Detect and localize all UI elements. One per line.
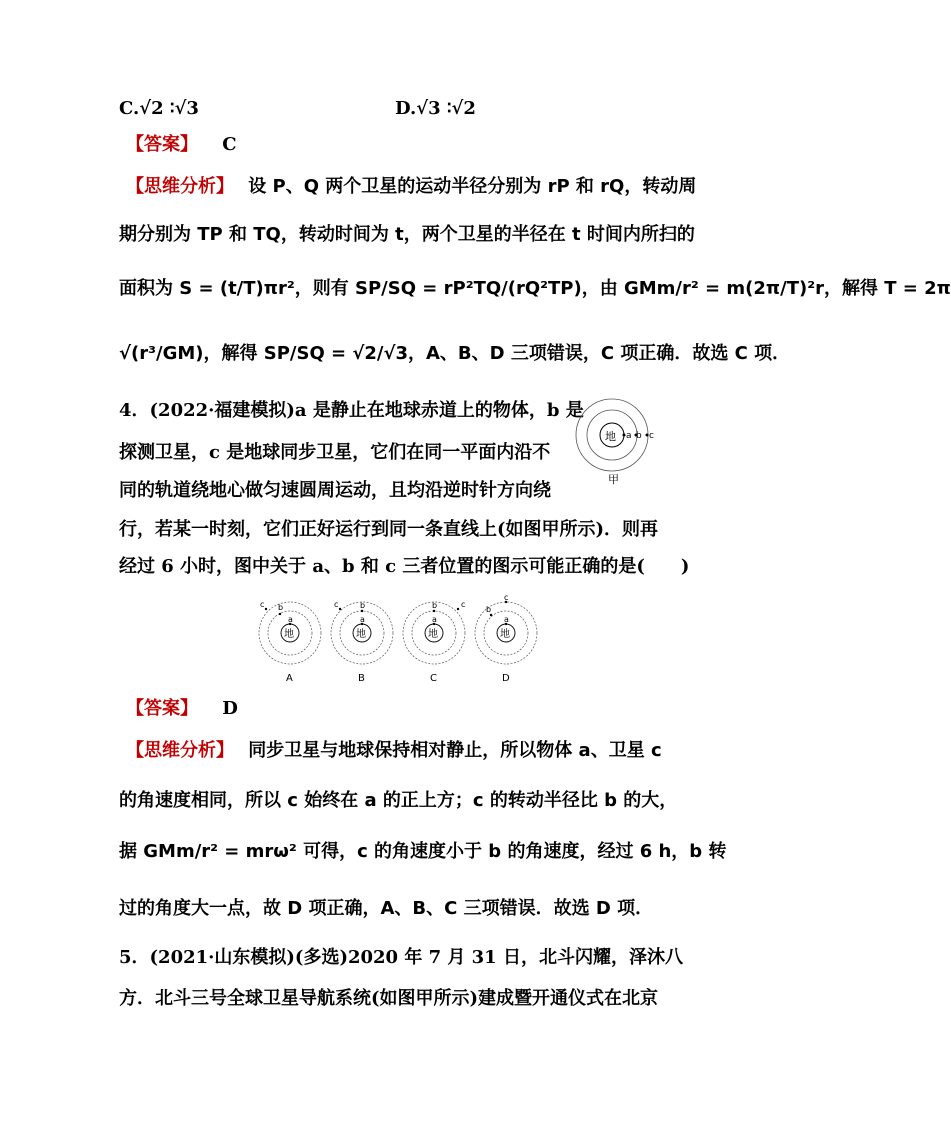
svg-text:a: a [288, 615, 293, 624]
earth-label-a: 地 [284, 629, 294, 640]
svg-text:b: b [486, 605, 492, 614]
svg-text:地: 地 [500, 629, 510, 640]
q4-answer-line [126, 700, 238, 718]
option-label-a: A [286, 673, 293, 684]
q4-analysis-line1: 【思维分析】 同步卫星与地球保持相对静止，所以物体 a、卫星 c [126, 740, 662, 761]
q4-stem-line3: 同的轨道绕地心做匀速圆周运动，且均沿逆时针方向绕 [119, 480, 551, 501]
svg-text:b: b [278, 603, 284, 612]
q5-line1: 5．(2021·山东模拟)(多选)2020 年 7 月 31 日，北斗闪耀，泽沐八 [119, 947, 683, 968]
figure-jia-label: 甲 [608, 473, 619, 486]
q4-stem-line2: 探测卫星，c 是地球同步卫星，它们在同一平面内沿不 [119, 442, 551, 463]
q4-analysis-line3: 据 GMm/r² = mrω² 可得，c 的角速度小于 b 的角速度，经过 6 h，b 转 [119, 841, 727, 862]
svg-text:b: b [432, 601, 438, 610]
analysis-tag: 【思维分析】 [126, 740, 234, 761]
label-a: a [626, 431, 632, 441]
svg-text:a: a [504, 615, 509, 624]
diagram-c [403, 600, 465, 684]
q4-analysis-line2: 的角速度相同，所以 c 始终在 a 的正上方；c 的转动半径比 b 的大， [119, 790, 678, 811]
q4-stem-line4: 行，若某一时刻，它们正好运行到同一条直线上(如图甲所示)．则再 [119, 519, 659, 540]
q4-stem-line5: 经过 6 小时，图中关于 a、b 和 c 三者位置的图示可能正确的是( ) [119, 556, 690, 577]
svg-text:地: 地 [428, 629, 438, 640]
figure-jia [570, 395, 660, 485]
q3-analysis-line4: √(r³/GM)，解得 SP/SQ = √2/√3，A、B、D 三项错误，C 项正确．故选 C 项． [119, 343, 791, 364]
svg-text:c: c [461, 600, 466, 609]
svg-text:a: a [432, 615, 437, 624]
q4-analysis-line4: 过的角度大一点，故 D 项正确，A、B、C 三项错误．故选 D 项． [119, 898, 654, 919]
svg-text:c: c [504, 593, 509, 602]
label-c: c [649, 431, 654, 441]
answer-value: D [222, 698, 238, 719]
answer-value: C [222, 134, 237, 155]
option-c: C.√2 ∶√3 [119, 98, 199, 119]
q3-analysis-line2: 期分别为 TP 和 TQ，转动时间为 t，两个卫星的半径在 t 时间内所扫的 [119, 224, 695, 245]
q3-analysis-line1: 【思维分析】 设 P、Q 两个卫星的运动半径分别为 rP 和 rQ，转动周 [126, 176, 697, 197]
svg-text:b: b [360, 601, 366, 610]
diagram-b [331, 600, 393, 684]
q3-answer-line [126, 136, 237, 154]
svg-text:c: c [260, 600, 265, 609]
q4-stem-line1: 4．(2022·福建模拟)a 是静止在地球赤道上的物体，b 是 [119, 400, 584, 421]
earth-label: 地 [605, 430, 616, 443]
option-diagrams [250, 595, 550, 687]
option-d: D.√3 ∶√2 [395, 98, 476, 119]
svg-text:地: 地 [356, 629, 366, 640]
answer-tag: 【答案】 [126, 698, 198, 719]
option-label-b: B [358, 673, 365, 684]
analysis-tag: 【思维分析】 [126, 176, 234, 197]
q3-analysis-line3: 面积为 S = (t/T)πr²，则有 SP/SQ = rP²TQ/(rQ²TP)，由 GMm/r² = m(2π/T)²r，解得 T = 2π [119, 278, 951, 299]
svg-text:a: a [360, 615, 365, 624]
diagram-d [475, 593, 537, 684]
option-label-c: C [430, 673, 437, 684]
label-b: b [636, 431, 642, 441]
svg-text:c: c [334, 600, 339, 609]
diagram-a [259, 600, 321, 684]
q5-line2: 方．北斗三号全球卫星导航系统(如图甲所示)建成暨开通仪式在北京 [119, 988, 659, 1009]
option-label-d: D [502, 673, 510, 684]
answer-tag: 【答案】 [126, 134, 198, 155]
